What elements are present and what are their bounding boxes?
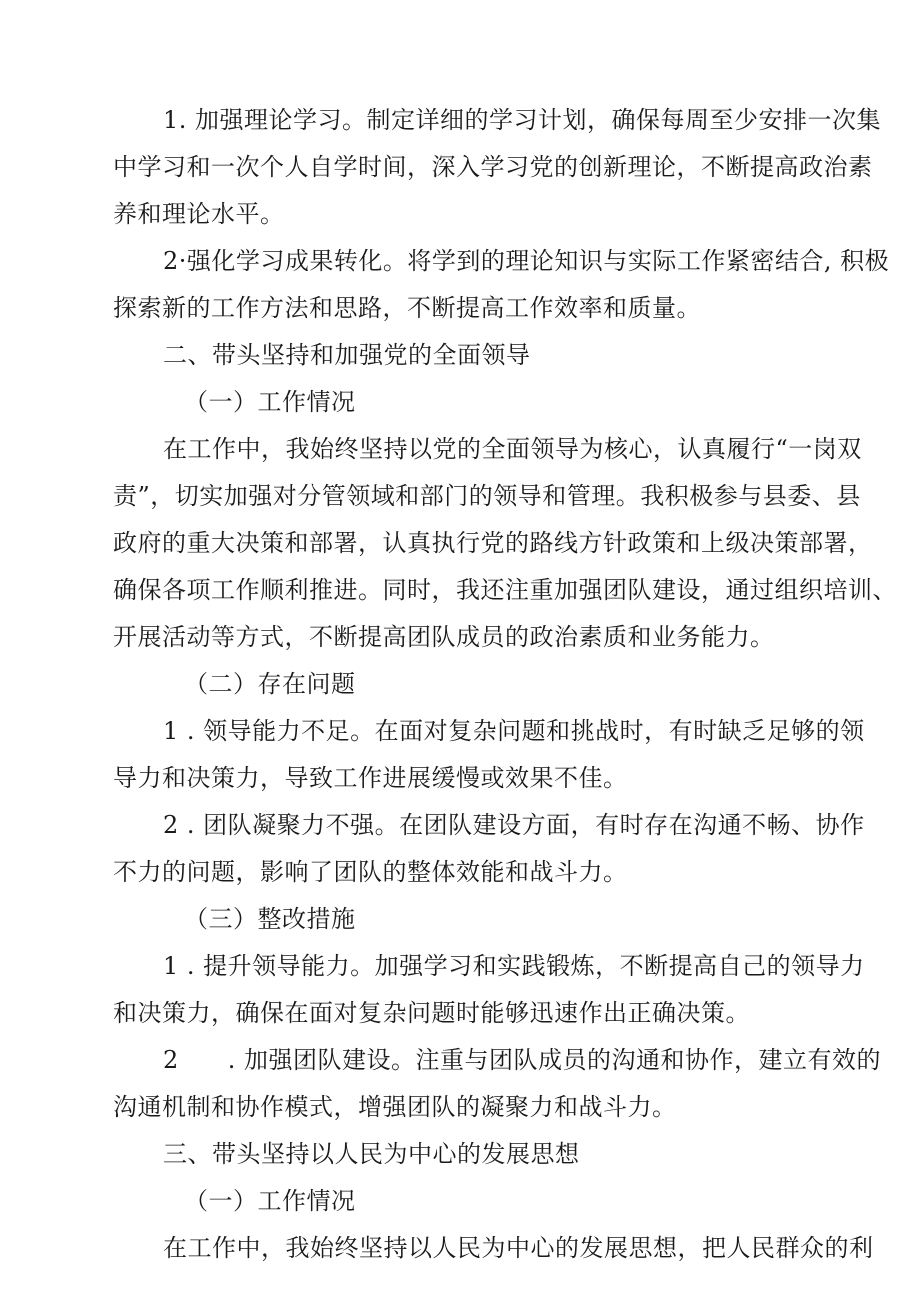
text-line: 确保各项工作顺利推进。同时，我还注重加强团队建设，通过组织培训、 — [113, 576, 897, 604]
subsection-heading: （二）存在问题 — [184, 670, 356, 698]
subsection-heading: （一）工作情况 — [184, 1187, 356, 1215]
text-line: 1 . 领导能力不足。在面对复杂问题和挑战时，有时缺乏足够的领 — [163, 717, 865, 745]
text-line: 开展活动等方式，不断提高团队成员的政治素质和业务能力。 — [113, 623, 775, 651]
text-line: 不力的问题，影响了团队的整体效能和战斗力。 — [113, 858, 628, 886]
text-line: 在工作中，我始终坚持以人民为中心的发展思想，把人民群众的利 — [163, 1234, 874, 1262]
subsection-heading: （三）整改措施 — [184, 905, 356, 933]
text-line: 2 . 加强团队建设。注重与团队成员的沟通和协作，建立有效的 — [163, 1046, 882, 1074]
text-line: 探索新的工作方法和思路，不断提高工作效率和质量。 — [113, 294, 701, 322]
text-line: 政府的重大决策和部署，认真执行党的路线方针政策和上级决策部署， — [113, 529, 873, 557]
text-line: 在工作中，我始终坚持以党的全面领导为核心，认真履行“一岗双 — [163, 435, 862, 463]
text-line: 2·强化学习成果转化。将学到的理论知识与实际工作紧密结合, 积极 — [163, 247, 890, 275]
text-line: 养和理论水平。 — [113, 200, 285, 228]
text-line: 导力和决策力，导致工作进展缓慢或效果不佳。 — [113, 764, 628, 792]
subsection-heading: （一）工作情况 — [184, 388, 356, 416]
text-line: 责”，切实加强对分管领域和部门的领导和管理。我积极参与县委、县 — [113, 482, 861, 510]
section-heading: 三、带头坚持以人民为中心的发展思想 — [163, 1140, 580, 1168]
text-line: 中学习和一次个人自学时间，深入学习党的创新理论，不断提高政治素 — [113, 153, 873, 181]
text-line: 1 . 提升领导能力。加强学习和实践锻炼，不断提高自己的领导力 — [163, 952, 865, 980]
section-heading: 二、带头坚持和加强党的全面领导 — [163, 341, 531, 369]
text-line: 和决策力，确保在面对复杂问题时能够迅速作出正确决策。 — [113, 999, 750, 1027]
text-line: 2 . 团队凝聚力不强。在团队建设方面，有时存在沟通不畅、协作 — [163, 811, 865, 839]
text-line: 1. 加强理论学习。制定详细的学习计划，确保每周至少安排一次集 — [163, 106, 882, 134]
text-line: 沟通机制和协作模式，增强团队的凝聚力和战斗力。 — [113, 1093, 677, 1121]
